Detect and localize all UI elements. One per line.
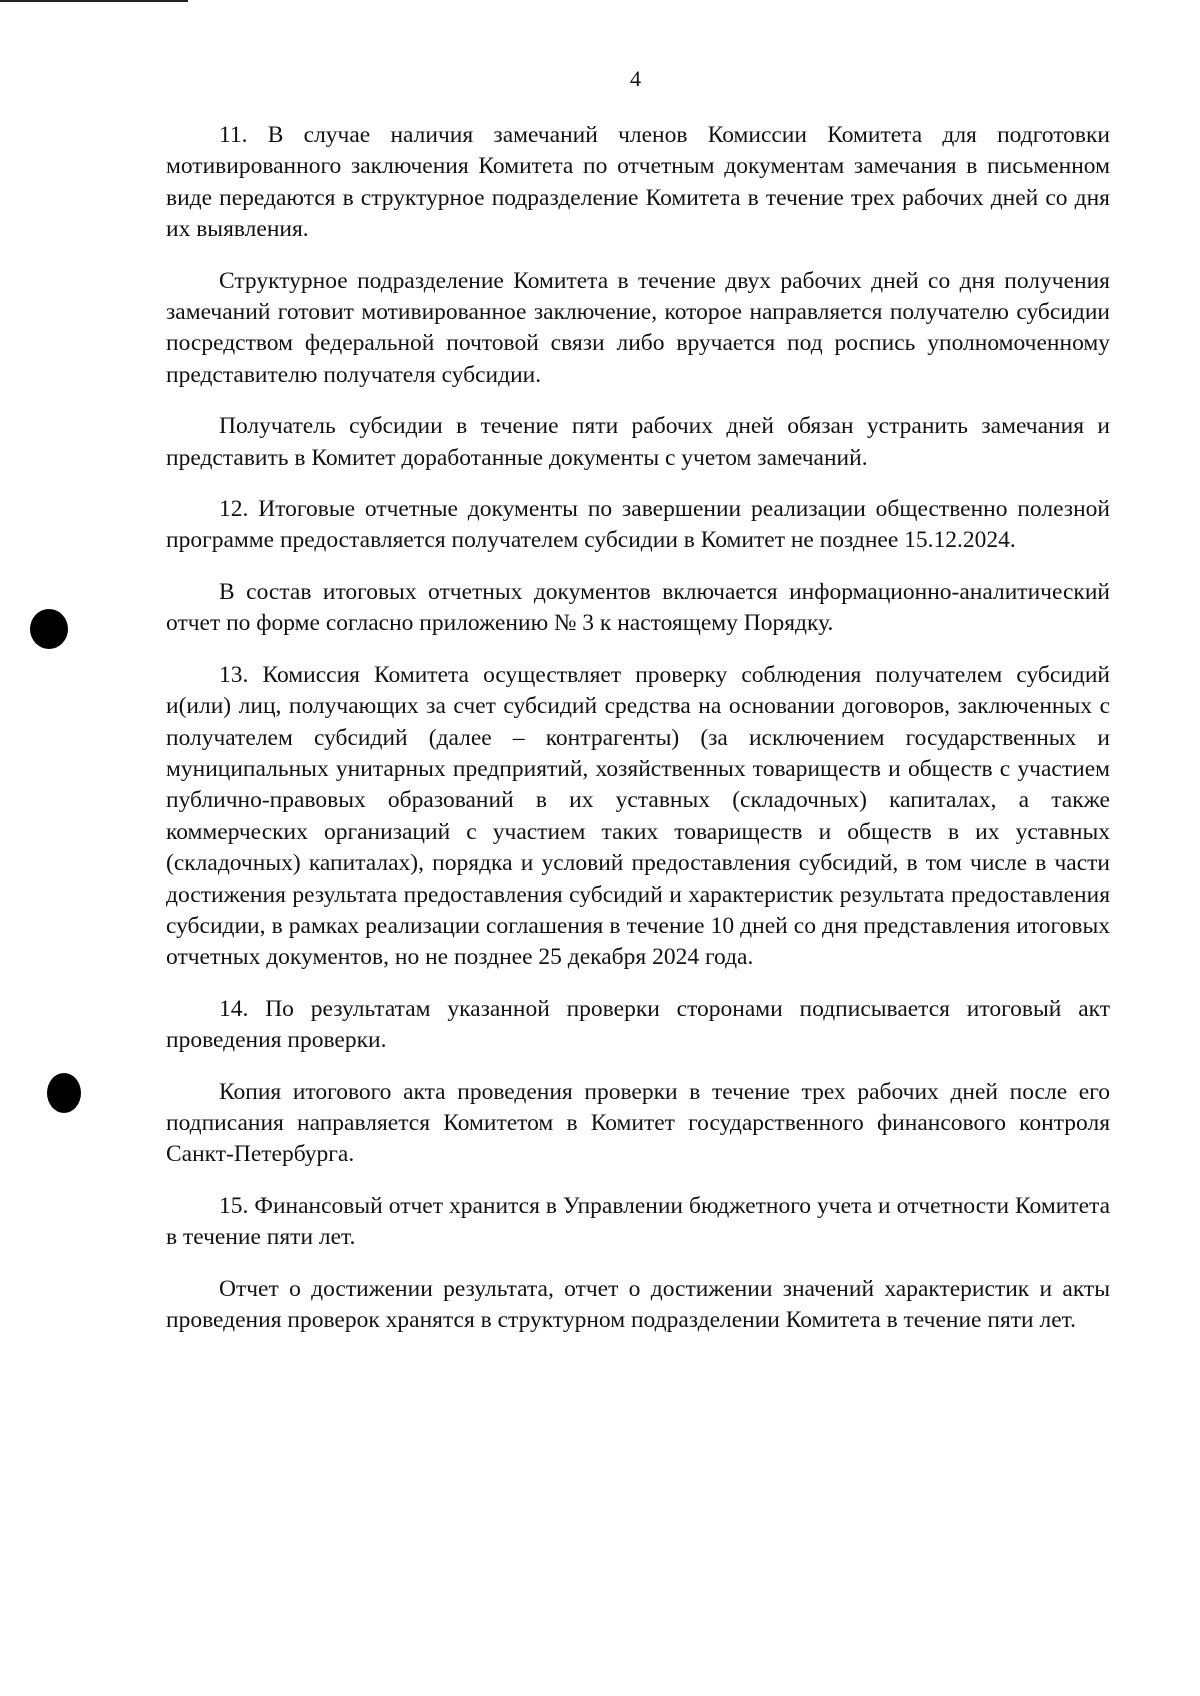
paragraph-12: 12. Итоговые отчетные документы по завершении реализации общественно полезной программе предоставляется получателем субсидии в Комитет не позднее 15.12.2024. [166,496,1110,554]
punch-hole-top [30,609,68,649]
paragraph-13: 13. Комиссия Комитета осуществляет проверку соблюдения получателем субсидий и(или) лиц, получающих за счет субсидий средства на основании договоров, заключенных с получателем субсидий (далее – контрагенты) (за исключением государственных и муниципальных унитарных предприятий, хозяйственных товариществ и обществ с участием публично-правовых образований в их уставных (складочных) капиталах, а также коммерческих организаций с участием таких товариществ и обществ в их уставных (складочных) капиталах), порядка и условий предоставления субсидий, в том числе в части достижения результата предоставления субсидий и характеристик результата предоставления субсидии, в рамках реализации соглашения в течение 10 дней со дня представления итоговых отчетных документов, но не позднее 25 декабря 2024 года. [166,661,1110,971]
paragraph-14-copy: Копия итогового акта проведения проверки в течение трех рабочих дней после его подписания направляется Комитетом в Комитет государственного финансового контроля Санкт-Петербурга. [166,1078,1110,1168]
paragraph-15: 15. Финансовый отчет хранится в Управлении бюджетного учета и отчетности Комитета в течение пяти лет. [166,1192,1110,1251]
page-number: 4 [630,66,641,91]
paragraph-14: 14. По результатам указанной проверки сторонами подписывается итоговый акт проведения проверки. [166,995,1110,1054]
paragraph-15-storage: Отчет о достижении результата, отчет о достижении значений характеристик и акты проведения проверок хранятся в структурном подразделении Комитета в течение пяти лет. [166,1275,1110,1333]
paragraph-11-corrections: Получатель субсидии в течение пяти рабочих дней обязан устранить замечания и представить в Комитет доработанные документы с учетом замечаний. [166,413,1110,471]
paragraph-11: 11. В случае наличия замечаний членов Комиссии Комитета для подготовки мотивированного заключения Комитета по отчетным документам замечания в письменном виде передаются в структурное подразделение Комитета в течение трех рабочих дней со дня их выявления. [166,122,1110,243]
paragraph-11-remarks: Структурное подразделение Комитета в течение двух рабочих дней со дня получения замечаний готовит мотивированное заключение, которое направляется получателю субсидии посредством федеральной почтовой связи либо вручается под роспись уполномоченному представителю получателя субсидии. [166,267,1110,388]
scan-edge-mark [0,0,188,2]
paragraph-12-composition: В состав итоговых отчетных документов включается информационно-аналитический отчет по форме согласно приложению № 3 к настоящему Порядку. [166,578,1110,637]
punch-hole-bottom [47,1073,81,1113]
document-body [166,120,1110,1336]
